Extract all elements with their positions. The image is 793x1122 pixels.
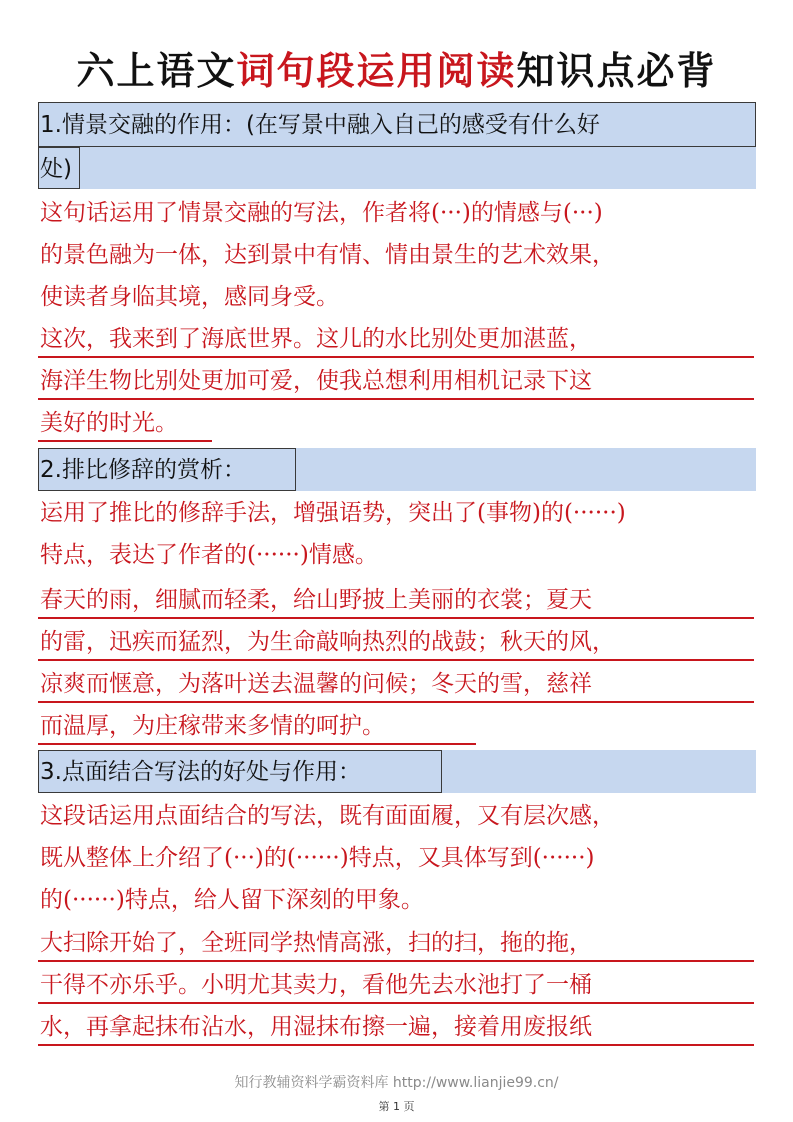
- section-3-method-line-1: 这段话运用点面结合的写法，既有面面履，又有层次感，: [40, 803, 615, 829]
- section-1-example-line-3: 美好的时光。: [40, 410, 178, 436]
- section-2-example-line-1: 春天的雨，细腻而轻柔，给山野披上美丽的衣裳；夏天: [40, 587, 592, 613]
- section-3-heading-line-1: 3.点面结合写法的好处与作用：: [40, 759, 361, 785]
- section-1-method-line-3: 使读者身临其境，感同身受。: [40, 284, 339, 310]
- title-part-3: 知识点必背: [516, 49, 717, 93]
- footer-source: 知行教辅资料学霸资料库 http://www.lianjie99.cn/: [234, 1075, 559, 1091]
- section-2-example-line-4: 而温厚，为庄稼带来多情的呵护。: [40, 713, 385, 739]
- page-title: [0, 44, 793, 98]
- title-part-2: 词句段运用阅读: [236, 49, 517, 93]
- section-1-example-line-2: 海洋生物比别处更加可爱，使我总想利用相机记录下这: [40, 368, 592, 394]
- section-3-example-underline-3: [38, 1044, 754, 1046]
- section-3-example-line-3: 水，再拿起抹布沾水，用湿抹布擦一遍，接着用废报纸: [40, 1014, 592, 1040]
- section-3-method-line-3: 的(······)特点，给人留下深刻的甲象。: [40, 887, 424, 913]
- section-1-heading-line-2: 处): [40, 156, 72, 182]
- section-2-example-line-2: 的雷，迅疾而猛烈，为生命敲响热烈的战鼓；秋天的风，: [40, 629, 615, 655]
- section-1-method-line-2: 的景色融为一体，达到景中有情、情由景生的艺术效果，: [40, 242, 615, 268]
- section-1-example-line-1: 这次，我来到了海底世界。这儿的水比别处更加湛蓝，: [40, 326, 592, 352]
- section-1-heading-line-1: 1.情景交融的作用：(在写景中融入自己的感受有什么好: [40, 112, 600, 138]
- section-2-heading-line-1: 2.排比修辞的赏析：: [40, 457, 246, 483]
- section-2-method-line-1: 运用了推比的修辞手法，增强语势，突出了(事物)的(······): [40, 500, 626, 526]
- section-2-method-line-2: 特点，表达了作者的(······)情感。: [40, 542, 378, 568]
- section-2-example-line-3: 凉爽而惬意，为落叶送去温馨的问候；冬天的雪，慈祥: [40, 671, 592, 697]
- page-number: 第 1 页: [378, 1100, 415, 1113]
- title-part-1: 六上语文: [76, 49, 237, 93]
- section-1-example-underline-3: [38, 440, 212, 442]
- section-2-example-underline-3: [38, 701, 754, 703]
- section-2-example-underline-4: [38, 743, 476, 745]
- section-1-example-underline-1: [38, 356, 754, 358]
- section-1-example-underline-2: [38, 398, 754, 400]
- section-3-method-line-2: 既从整体上介绍了(···)的(······)特点，又具体写到(······): [40, 845, 595, 871]
- section-3-example-line-2: 干得不亦乐乎。小明尤其卖力，看他先去水池打了一桶: [40, 972, 592, 998]
- section-3-example-line-1: 大扫除开始了，全班同学热情高涨，扫的扫，拖的拖，: [40, 930, 592, 956]
- section-3-example-underline-1: [38, 960, 754, 962]
- section-2-example-underline-2: [38, 659, 754, 661]
- section-2-example-underline-1: [38, 617, 754, 619]
- section-1-method-line-1: 这句话运用了情景交融的写法，作者将(···)的情感与(···): [40, 200, 603, 226]
- section-3-example-underline-2: [38, 1002, 754, 1004]
